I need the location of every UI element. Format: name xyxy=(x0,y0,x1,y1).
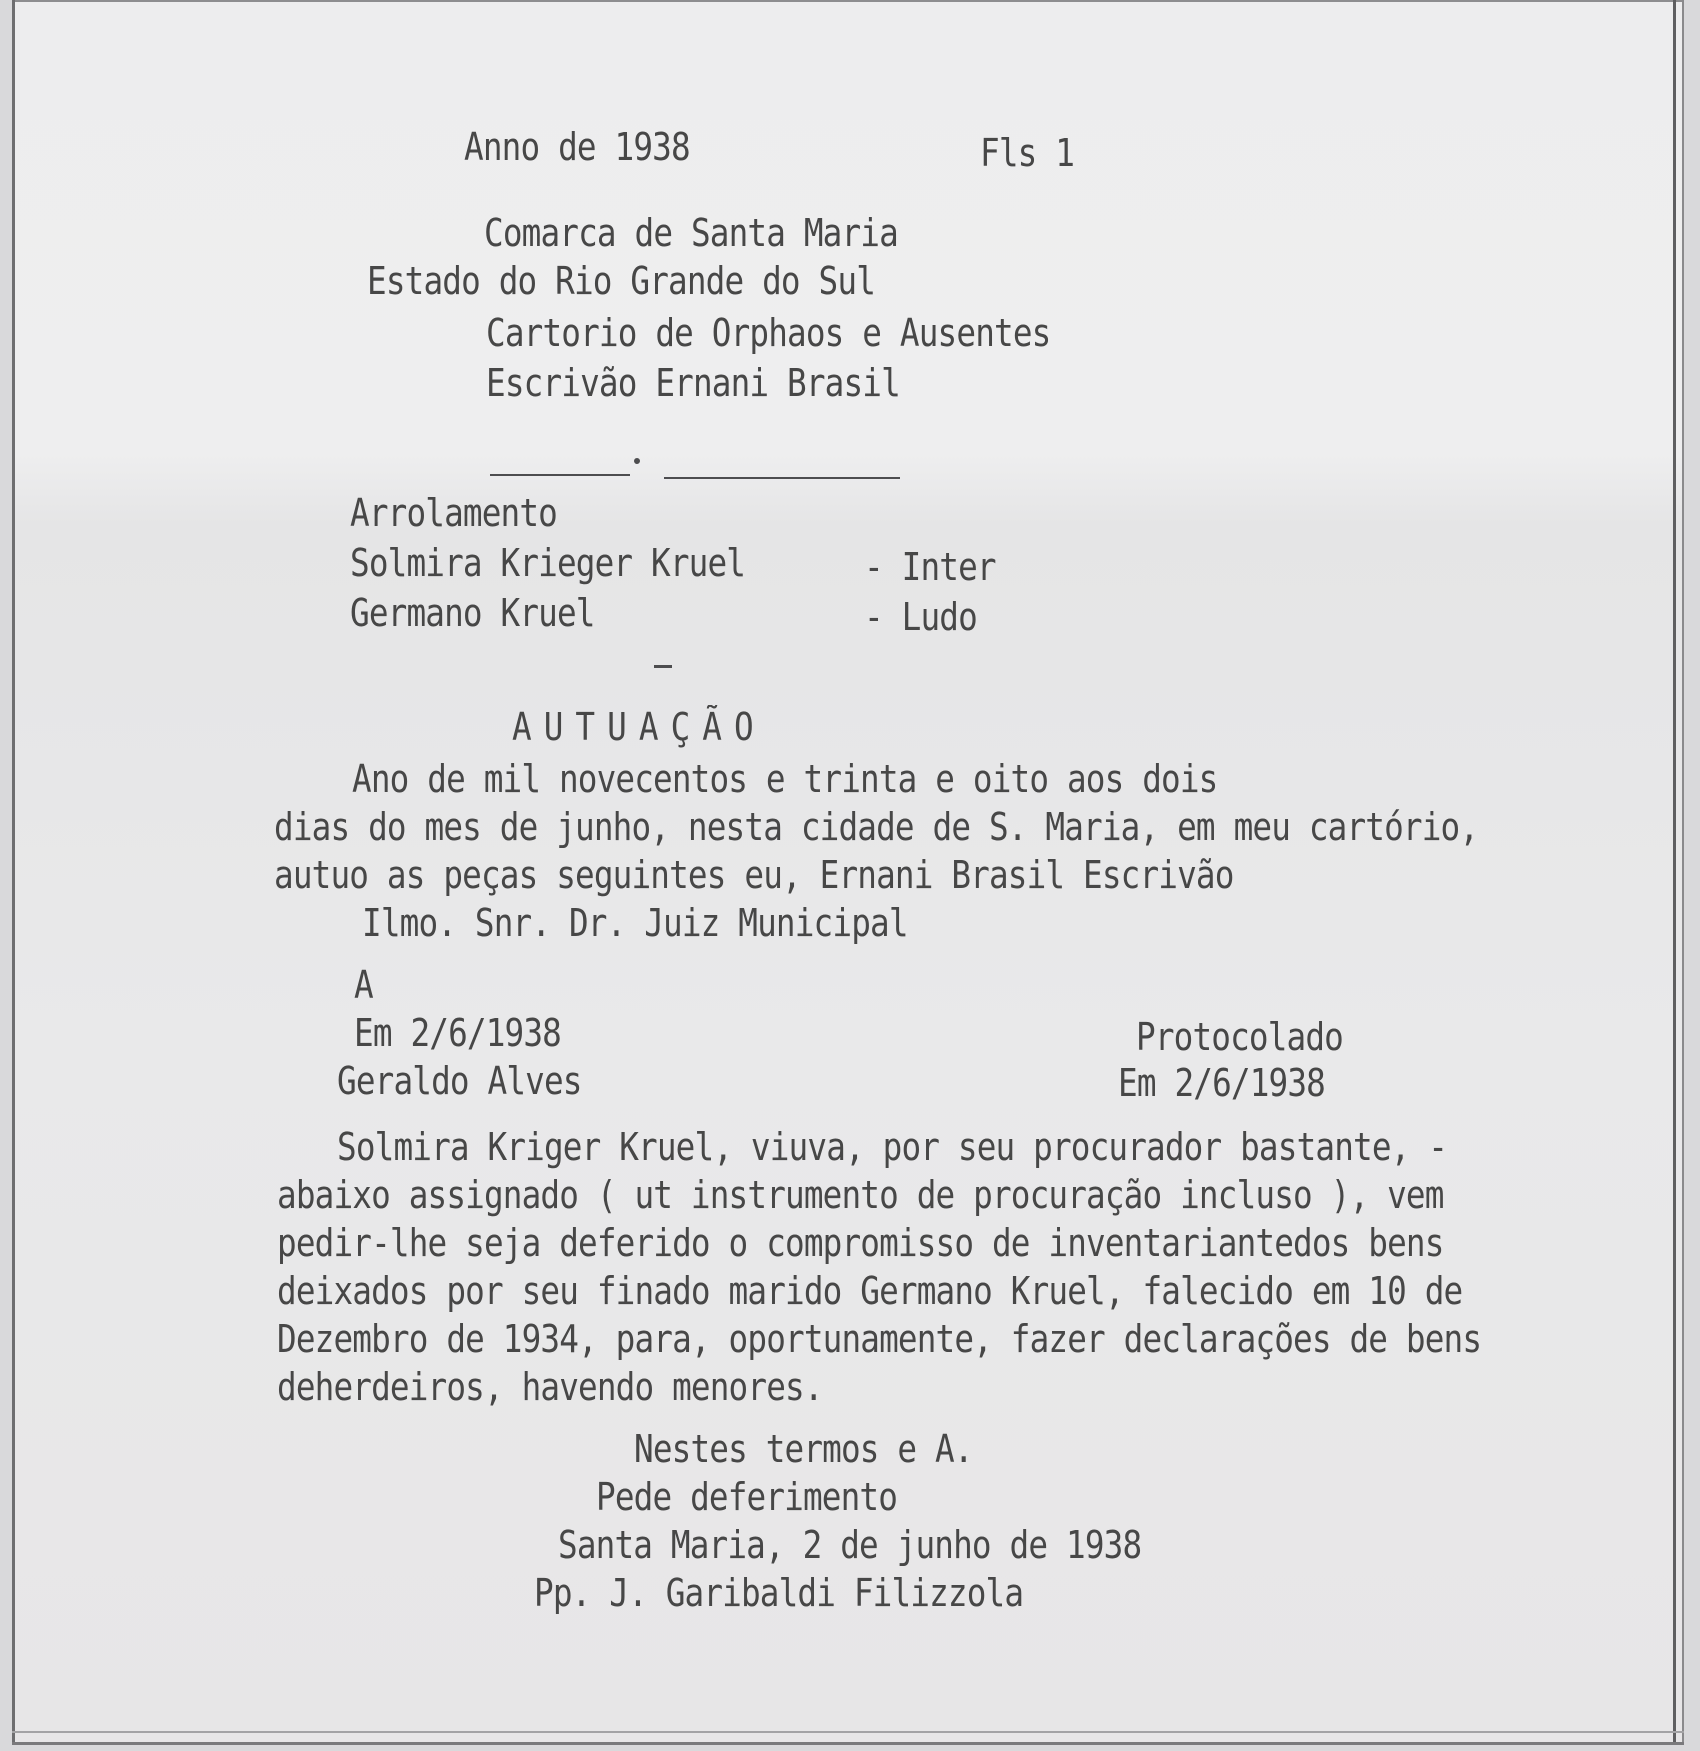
addressee-line: Ilmo. Snr. Dr. Juiz Municipal xyxy=(362,901,908,945)
party2-role: - Ludo xyxy=(864,595,977,639)
autuacao-line-1: Ano de mil novecentos e trinta e oito aos dois xyxy=(352,757,1218,801)
case-type: Arrolamento xyxy=(350,491,557,535)
folio-number: Fls 1 xyxy=(980,131,1075,175)
party1-role: - Inter xyxy=(864,545,996,589)
autuacao-line-3: autuo as peças seguintes eu, Ernani Brasil Escrivão xyxy=(274,853,1234,897)
autuacao-heading: AUTUAÇÃO xyxy=(512,705,766,749)
cartorio-line: Cartorio de Orphaos e Ausentes xyxy=(486,311,1051,355)
closing-signature: Pp. J. Garibaldi Filizzola xyxy=(534,1571,1024,1615)
separator-dot xyxy=(634,458,640,464)
petition-line: abaixo assignado ( ut instrumento de procuração incluso ), vem xyxy=(277,1173,1444,1217)
separator-rule-right xyxy=(664,477,900,479)
closing-request: Pede deferimento xyxy=(596,1475,898,1519)
year-line: Anno de 1938 xyxy=(464,125,690,169)
petition-line: deherdeiros, havendo menores. xyxy=(277,1365,823,1409)
escrivao-line: Escrivão Ernani Brasil xyxy=(486,361,900,405)
dispatch-date-left: Em 2/6/1938 xyxy=(354,1011,561,1055)
dispatch-date-right: Em 2/6/1938 xyxy=(1118,1061,1325,1105)
page-border-right xyxy=(1673,0,1676,1745)
page-border-bottom-inner xyxy=(12,1731,1684,1733)
autuacao-line-2: dias do mes de junho, nesta cidade de S. Maria, em meu cartório, xyxy=(274,805,1479,849)
separator-rule-left xyxy=(490,474,630,476)
party2-name: Germano Kruel xyxy=(350,591,595,635)
protocol-label: Protocolado xyxy=(1136,1015,1343,1059)
petition-line: deixados por seu finado marido Germano Kruel, falecido em 10 de xyxy=(277,1269,1463,1313)
closing-terms: Nestes termos e A. xyxy=(634,1427,973,1471)
page-border-left xyxy=(12,0,15,1745)
short-dash xyxy=(654,665,672,668)
petition-line: pedir-lhe seja deferido o compromisso de inventariantedos bens xyxy=(277,1221,1444,1265)
comarca-line: Comarca de Santa Maria xyxy=(484,211,898,255)
dispatch-name-left: Geraldo Alves xyxy=(337,1059,582,1103)
page-border-right-outer xyxy=(1682,0,1684,1745)
page-border-bottom xyxy=(12,1742,1684,1745)
party1-name: Solmira Krieger Kruel xyxy=(350,541,746,585)
document-sheet xyxy=(12,0,1684,1745)
page-border-top xyxy=(12,0,1684,8)
estado-line: Estado do Rio Grande do Sul xyxy=(367,259,876,303)
closing-place-date: Santa Maria, 2 de junho de 1938 xyxy=(558,1523,1142,1567)
petition-line: Dezembro de 1934, para, oportunamente, fazer declarações de bens xyxy=(277,1317,1482,1361)
dispatch-letter: A xyxy=(354,963,373,1007)
petition-line: Solmira Kriger Kruel, viuva, por seu procurador bastante, - xyxy=(337,1125,1448,1169)
